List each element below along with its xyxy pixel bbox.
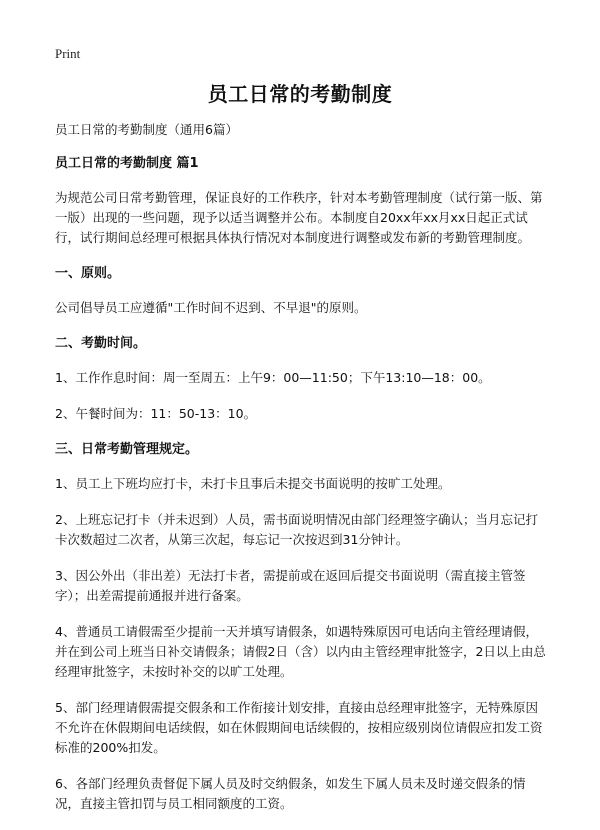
print-label: Print [55, 46, 81, 61]
rule-item-4: 4、普通员工请假需至少提前一天并填写请假条，如遇特殊原因可电话向主管经理请假，并在到公司上班当日补交请假条；请假2日（含）以内由主管经理审批签字，2日以上由总经理审批签字，未按时补交的以旷工处理。 [55, 624, 546, 679]
intro-paragraph: 为规范公司日常考勤管理，保证良好的工作秩序，针对本考勤管理制度（试行第一版、第一版）出现的一些问题，现予以适当调整并公布。本制度自20xx年xx月xx日起正式试行，试行期间总经理可根据具体执行情况对本制度进行调整或发布新的考勤管理制度。 [55, 190, 543, 245]
section-heading: 员工日常的考勤制度 篇1 [55, 156, 199, 171]
rule-item-1: 1、员工上下班均应打卡，未打卡且事后未提交书面说明的按旷工处理。 [55, 476, 451, 491]
rule-item-6: 6、各部门经理负责督促下属人员及时交纳假条，如发生下属人员未及时递交假条的情况，直接主管扣罚与员工相同额度的工资。 [55, 776, 526, 811]
document-subtitle: 员工日常的考勤制度（通用6篇） [55, 122, 238, 137]
rule-item-2: 2、上班忘记打卡（并未迟到）人员，需书面说明情况由部门经理签字确认；当月忘记打卡次数超过二次者，从第三次起，每忘记一次按迟到31分钟计。 [55, 512, 538, 547]
heading-attendance-time: 二、考勤时间。 [55, 336, 147, 351]
time-item-2: 2、午餐时间为：11：50-13：10。 [55, 406, 257, 421]
heading-daily-rules: 三、日常考勤管理规定。 [55, 442, 199, 457]
heading-principle: 一、原则。 [55, 266, 121, 281]
principle-paragraph: 公司倡导员工应遵循"工作时间不迟到、不早退"的原则。 [55, 300, 367, 315]
time-item-1: 1、工作作息时间：周一至周五：上午9：00—11:50；下午13:10—18：00。 [55, 370, 491, 385]
rule-item-3: 3、因公外出（非出差）无法打卡者，需提前或在返回后提交书面说明（需直接主管签字）；出差需提前通报并进行备案。 [55, 568, 526, 603]
document-body [55, 120, 550, 830]
page-title: 员工日常的考勤制度 [207, 82, 393, 106]
rule-item-5: 5、部门经理请假需提交假条和工作衔接计划安排，直接由总经理审批签字，无特殊原因不允许在休假期间电话续假，如在休假期间电话续假的，按相应级别岗位请假应扣发工资标准的200%扣发。 [55, 700, 543, 755]
